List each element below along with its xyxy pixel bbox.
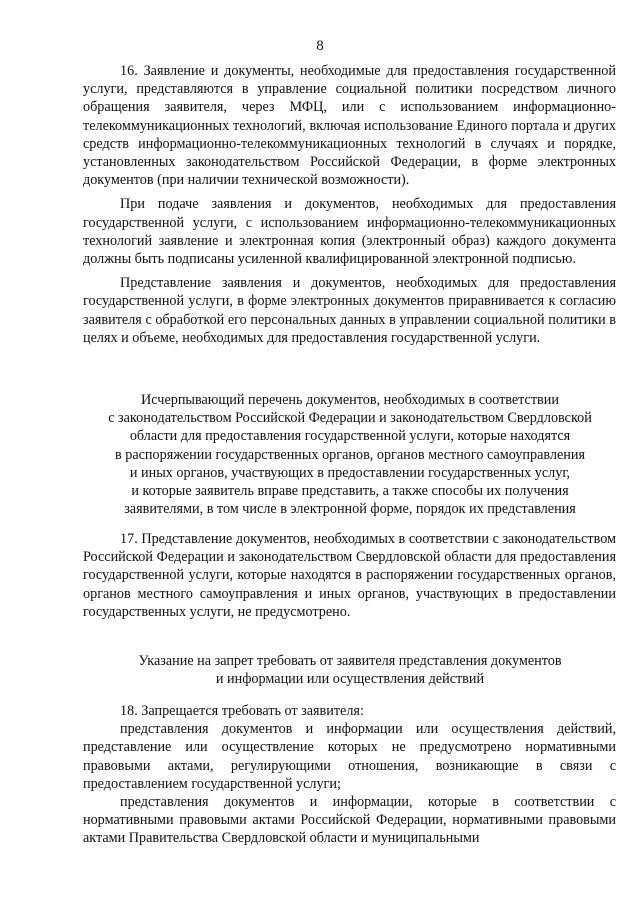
paragraph-18-3: представления документов и информации, которые в соответствии с нормативными правовыми актами Российской Федерации, нормативными правовыми актами Правительства Свердловской области и муниципальными (83, 794, 616, 847)
paragraph-16-1: 16. Заявление и документы, необходимые для предоставления государственной услуги, представляются в управление социальной политики посредством личного обращения заявителя, через МФЦ, или с использованием информационно-телекоммуникационных технологий, включая использование Единого портала и других средств информационно-телекоммуникационных технологий в случаях и порядке, установленных законодательством Российской Федерации, в форме электронных документов (при наличии технической возможности). (83, 63, 616, 189)
paragraph-16-2: При подаче заявления и документов, необходимых для предоставления государственной услуги, с использованием информационно-телекоммуникационных технологий заявление и электронная копия (электронный образ) каждого документа должны быть подписаны усиленной квалифицированной электронной подписью. (83, 196, 616, 268)
heading-line: и иных органов, участвующих в предоставлении государственных услуг, (129, 464, 571, 481)
heading-prohibition (70, 652, 630, 688)
heading-line: заявителями, в том числе в электронной форме, порядок их представления (124, 501, 576, 518)
paragraph-16-3: Представление заявления и документов, необходимых для предоставления государственной услуги, в форме электронных документов приравнивается к согласию заявителя с обработкой его персональных данных в управлении социальной политики в целях и объеме, необходимых для предоставления государственной услуги. (83, 275, 616, 346)
heading-line: с законодательством Российской Федерации и законодательством Свердловской (108, 410, 592, 427)
paragraph-17-1: 17. Представление документов, необходимых в соответствии с законодательством Российской Федерации и законодательством Свердловской области для предоставления государственной услуги, которые находятся в распоряжении государственных органов, органов местного самоуправления и иных органов, участвующих в предоставлении государственных услуги, не предусмотрено. (83, 531, 616, 620)
heading-line: и которые заявитель вправе представить, а также способы их получения (131, 483, 569, 500)
heading-line: Указание на запрет требовать от заявителя представления документов (138, 653, 562, 669)
page-number: 8 (316, 38, 324, 54)
heading-documents-list (70, 391, 630, 518)
section-17 (83, 530, 616, 621)
heading-line: области для предоставления государственной услуги, которые находятся (129, 428, 571, 445)
heading-line: и информации или осуществления действий (215, 671, 485, 688)
heading-line: в распоряжении государственных органов, органов местного самоуправления (115, 446, 585, 463)
heading-line: Исчерпывающий перечень документов, необходимых в соответствии (141, 392, 559, 408)
section-18 (83, 702, 616, 848)
paragraph-18-1: 18. Запрещается требовать от заявителя: (120, 703, 364, 719)
paragraph-18-2: представления документов и информации или осуществления действий, представление или осуществление которых не предусмотрено нормативными правовыми актами, регулирующими отношения, возникающие в связи с предоставлением государственной услуги; (83, 721, 616, 792)
section-16 (83, 62, 616, 347)
